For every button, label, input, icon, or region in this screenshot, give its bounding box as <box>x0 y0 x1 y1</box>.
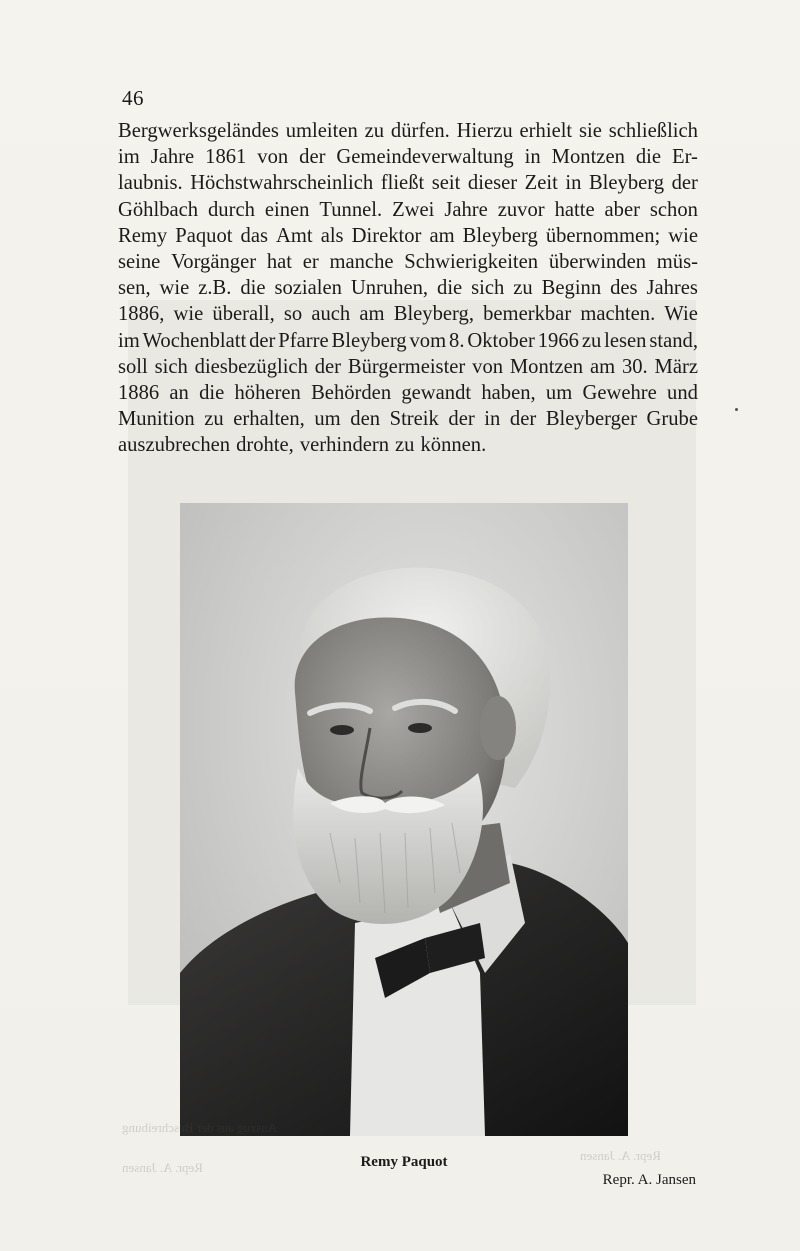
text-line: auszubrechen drohte, verhindern zu können. <box>118 434 487 457</box>
text-line: Munition zu erhalten, um den Streik der in der Bleyberger Grube <box>118 408 698 431</box>
text-line: Bergwerksgeländes umleiten zu dürfen. Hierzu erhielt sie schließlich <box>118 120 698 142</box>
text-line: im Wochenblatt der Pfarre Bleyberg vom 8. Oktober 1966 zu lesen stand, <box>118 329 698 352</box>
text-line: Göhlbach durch einen Tunnel. Zwei Jahre zuvor hatte aber schon <box>118 198 698 221</box>
text-line: soll sich diesbezüglich der Bürgermeister von Montzen am 30. März <box>118 355 698 378</box>
text-line: sen, wie z.B. die sozialen Unruhen, die sich zu Beginn des Jahres <box>118 277 698 300</box>
text-line: 1886, wie überall, so auch am Bleyberg, bemerkbar machten. Wie <box>118 303 698 326</box>
text-line: im Jahre 1861 von der Gemeindeverwaltung in Montzen die Er- <box>118 146 698 169</box>
photo-caption: Remy Paquot <box>360 1154 448 1170</box>
portrait-photo <box>180 503 628 1136</box>
photo-credit: Repr. A. Jansen <box>602 1172 696 1188</box>
portrait-illustration <box>180 503 628 1136</box>
page-number: 46 <box>122 86 144 110</box>
margin-speck <box>735 408 738 411</box>
text-line: seine Vorgänger hat er manche Schwierigkeiten überwinden müs- <box>118 251 698 274</box>
bleed-through-text: Repr. A. Jansen <box>122 1160 203 1175</box>
text-line: Remy Paquot das Amt als Direktor am Bleyberg übernommen; wie <box>118 224 698 247</box>
bleed-through-text: Repr. A. Jansen <box>580 1148 661 1163</box>
body-paragraph <box>118 118 698 459</box>
text-line: 1886 an die höheren Behörden gewandt haben, um Gewehre und <box>118 382 698 405</box>
bleed-through-text: Auszug aus der Beschreibung <box>122 1120 277 1135</box>
text-line: laubnis. Höchstwahrscheinlich fließt seit dieser Zeit in Bleyberg der <box>118 172 698 195</box>
